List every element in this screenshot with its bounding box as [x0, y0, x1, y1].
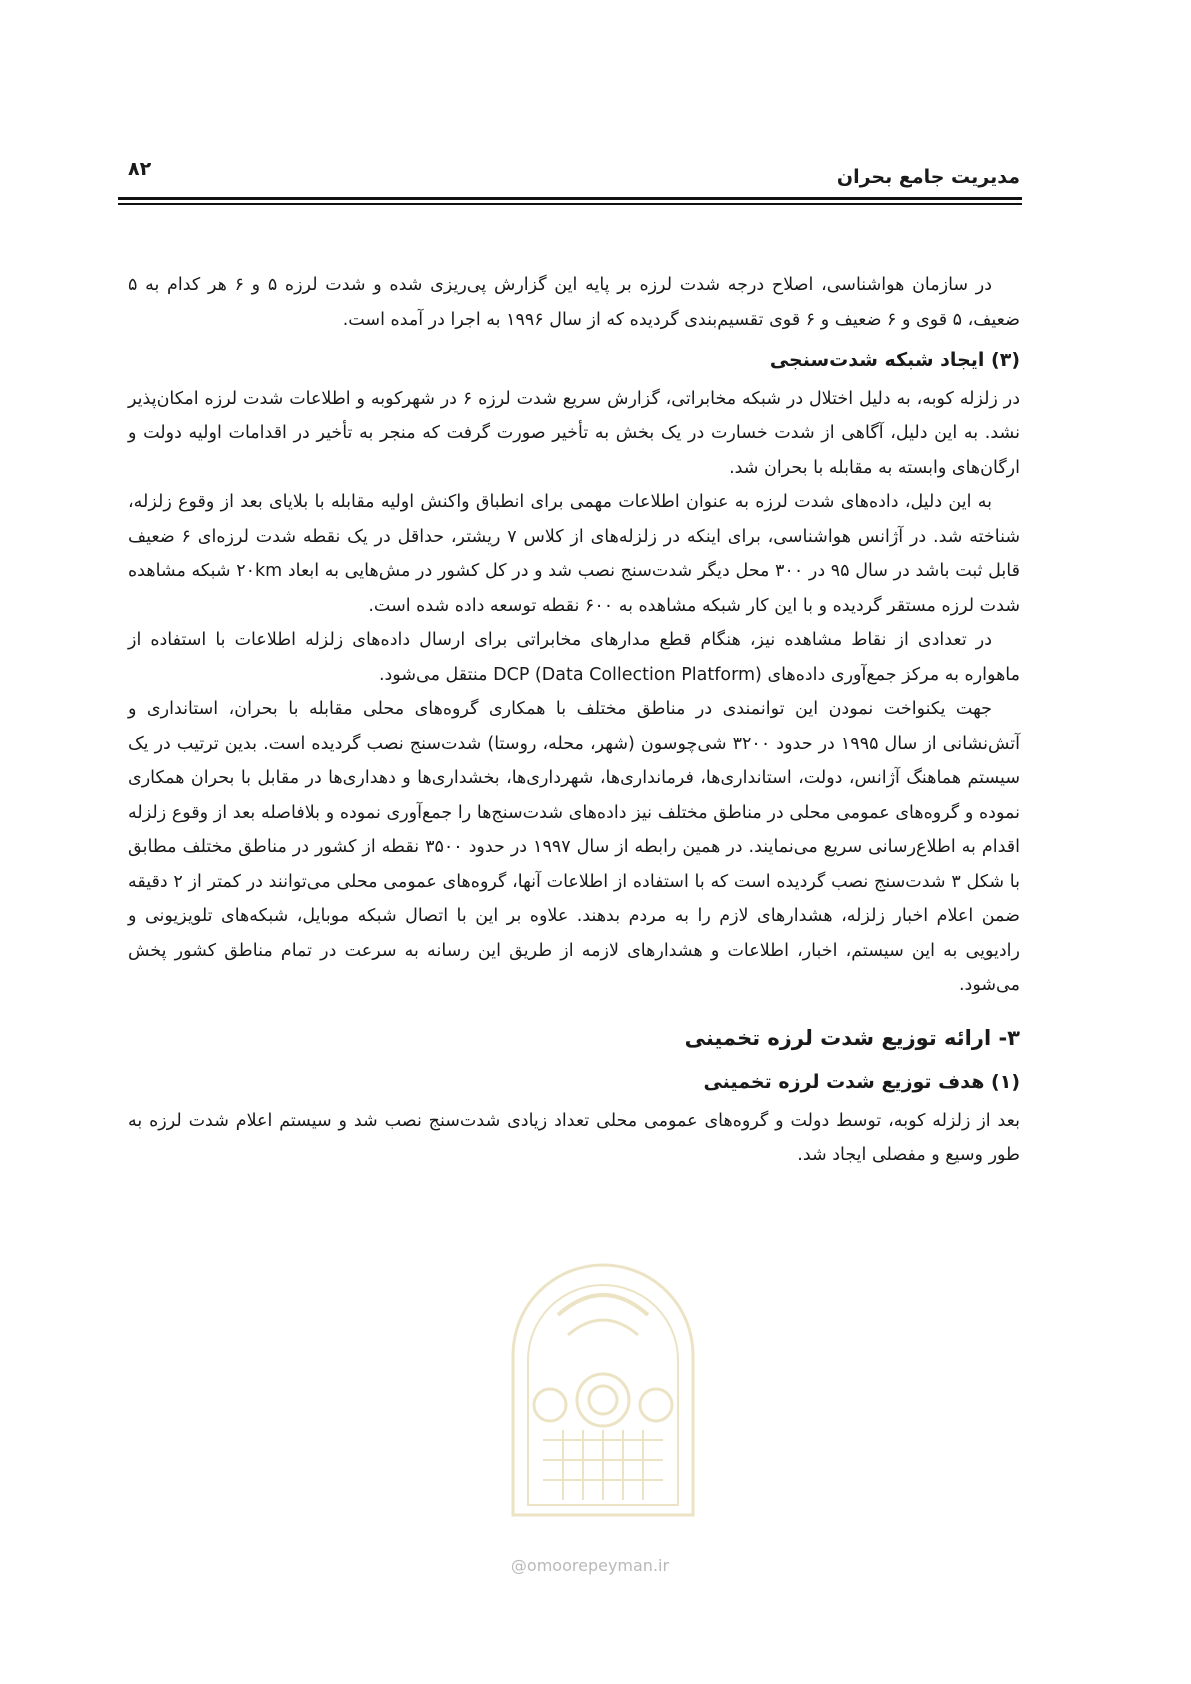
- running-header: [128, 158, 1020, 198]
- book-title: مدیریت جامع بحران: [836, 166, 1020, 188]
- section-heading-estimated-intensity: ۳- ارائه توزیع شدت لرزه تخمینی: [684, 1025, 1020, 1050]
- body-text: [128, 268, 1020, 1173]
- paragraph-kobe-communication: در زلزله کوبه، به دلیل اختلال در شبکه مخابراتی، گزارش سریع شدت لرزه ۶ در شهرکوبه و اطلاعات شدت لرزه امکان‌پذیر نشد. به این دلیل، آگاهی از شدت خسارت در یک بخش به تأخیر صورت گرفت که منجر به تأخیر در اقدامات اولیه دولت و ارگان‌های وابسته به مقابله با بحران شد.: [128, 388, 1020, 478]
- header-rule-thick: [118, 197, 1022, 200]
- page-number: ۸۲: [128, 158, 152, 180]
- paragraph-satellite-dcp: در تعدادی از نقاط مشاهده نیز، هنگام قطع مدارهای مخابراتی برای ارسال داده‌های زلزله اطلاعات با استفاده از ماهواره به مرکز جمع‌آوری داده‌های DCP (Data Collection Platform) منتقل می‌شود.: [128, 630, 1020, 685]
- paragraph-local-groups: جهت یکنواخت نمودن این توانمندی در مناطق مختلف با همکاری گروه‌های محلی مقابله با بحران، استانداری و آتش‌نشانی از سال ۱۹۹۵ در حدود ۳۲۰۰ شی‌چوسون (شهر، محله، روستا) شدت‌سنج نصب گردیده است. بدین ترتیب در یک سیستم هماهنگ آژانس، دولت، استانداری‌ها، فرمانداری‌ها، شهرداری‌ها، بخشداری‌ها و دهداری‌ها در مقابل با بحران همکاری نموده و گروه‌های عمومی محلی در مناطق مختلف نیز داده‌های شدت‌سنج‌ها را جمع‌آوری نموده و بلافاصله بعد از وقوع زلزله اقدام به اطلاع‌رسانی سریع می‌نمایند. در همین رابطه از سال ۱۹۹۷ در حدود ۳۵۰۰ نقطه از کشور در مناطق مختلف مطابق با شکل ۳ شدت‌سنج نصب گردیده است که با استفاده از اطلاعات آنها، گروه‌های عمومی محلی می‌توانند در کمتر از ۲ دقیقه ضمن اعلام اخبار زلزله، هشدارهای لازم را به مردم بدهند. علاوه بر این با اتصال شبکه موبایل، شبکه‌های تلویزیونی و رادیویی به این سیستم، اخبار، اطلاعات و هشدارهای لازمه از طریق این رسانه به سرعت در تمام مناطق کشور پخش می‌شود.: [128, 699, 1020, 995]
- paragraph-intensity-classification: در سازمان هواشناسی، اصلاح درجه شدت لرزه بر پایه این گزارش پی‌ریزی شده و شدت لرزه ۵ و ۶ هر کدام به ۵ ضعیف، ۵ قوی و ۶ ضعیف و ۶ قوی تقسیم‌بندی گردیده که از سال ۱۹۹۶ به اجرا در آمده است.: [128, 275, 1020, 330]
- subheading-seismometer-network: (۳) ایجاد شبکه شدت‌سنجی: [769, 349, 1020, 371]
- paragraph-after-kobe: بعد از زلزله کوبه، توسط دولت و گروه‌های عمومی محلی تعداد زیادی شدت‌سنج نصب شد و سیستم اعلام شدت لرزه به طور وسیع و مفصلی ایجاد شد.: [128, 1110, 1020, 1165]
- header-rule-thin: [118, 203, 1022, 205]
- paragraph-observation-network: به این دلیل، داده‌های شدت لرزه به عنوان اطلاعات مهمی برای انطباق واکنش اولیه مقابله با بلایای بعد از وقوع زلزله، شناخته شد. در آژانس هواشناسی، برای اینکه در زلزله‌های از کلاس ۷ ریشتر، حداقل در یک نقطه شدت لرزه‌ای ۶ ضعیف قابل ثبت باشد در سال ۹۵ در ۳۰۰ محل دیگر شدت‌سنج نصب شد و در کل کشور در مش‌هایی به ابعاد ۲۰km شبکه مشاهده شدت لرزه مستقر گردیده و با این کار شبکه مشاهده به ۶۰۰ نقطه توسعه داده شده است.: [128, 492, 1021, 616]
- watermark-url: @omoorepeyman.ir: [510, 1556, 670, 1575]
- watermark-seal-icon: [488, 1235, 718, 1535]
- subheading-estimated-intensity-goal: (۱) هدف توزیع شدت لرزه تخمینی: [703, 1071, 1020, 1093]
